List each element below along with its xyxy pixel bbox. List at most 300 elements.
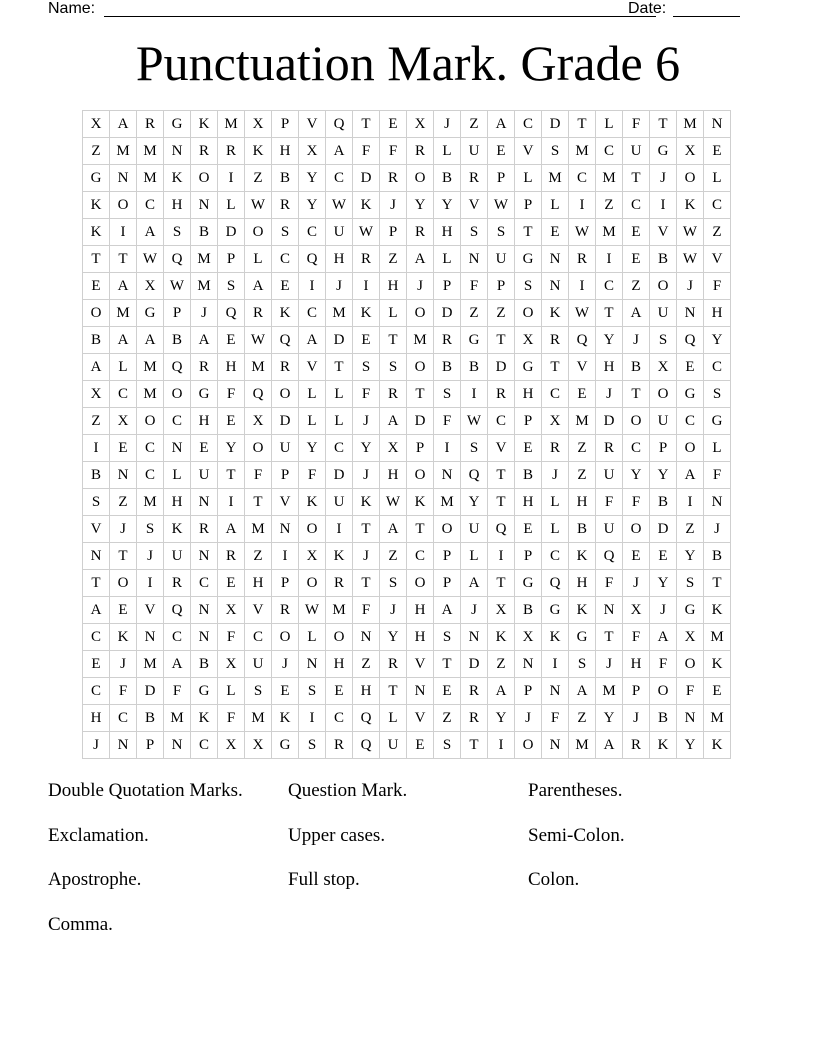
- grid-cell: D: [434, 300, 461, 327]
- grid-cell: A: [137, 327, 164, 354]
- grid-cell: G: [650, 138, 677, 165]
- grid-cell: L: [164, 462, 191, 489]
- grid-cell: M: [596, 678, 623, 705]
- grid-cell: D: [326, 462, 353, 489]
- grid-cell: Q: [353, 732, 380, 759]
- grid-cell: R: [164, 570, 191, 597]
- grid-cell: F: [461, 273, 488, 300]
- grid-cell: B: [704, 543, 731, 570]
- grid-cell: M: [245, 354, 272, 381]
- grid-cell: Q: [218, 300, 245, 327]
- grid-cell: U: [596, 462, 623, 489]
- grid-cell: F: [380, 138, 407, 165]
- grid-cell: J: [650, 165, 677, 192]
- grid-cell: A: [164, 651, 191, 678]
- grid-cell: A: [623, 300, 650, 327]
- grid-cell: J: [110, 516, 137, 543]
- grid-cell: E: [83, 651, 110, 678]
- grid-cell: X: [515, 624, 542, 651]
- grid-cell: A: [407, 246, 434, 273]
- grid-cell: D: [137, 678, 164, 705]
- grid-cell: E: [353, 327, 380, 354]
- grid-cell: I: [569, 192, 596, 219]
- grid-cell: K: [569, 543, 596, 570]
- grid-cell: Y: [677, 543, 704, 570]
- grid-row: [83, 165, 731, 192]
- grid-cell: T: [83, 246, 110, 273]
- grid-cell: C: [191, 732, 218, 759]
- grid-cell: C: [245, 624, 272, 651]
- grid-cell: X: [137, 273, 164, 300]
- grid-cell: K: [83, 192, 110, 219]
- grid-cell: P: [434, 570, 461, 597]
- grid-cell: D: [488, 354, 515, 381]
- grid-cell: L: [380, 705, 407, 732]
- grid-cell: A: [218, 516, 245, 543]
- grid-cell: Y: [299, 192, 326, 219]
- grid-cell: Q: [164, 597, 191, 624]
- grid-cell: C: [326, 165, 353, 192]
- grid-cell: S: [299, 732, 326, 759]
- grid-cell: U: [326, 489, 353, 516]
- grid-cell: X: [677, 138, 704, 165]
- grid-cell: Z: [704, 219, 731, 246]
- grid-cell: F: [218, 705, 245, 732]
- grid-cell: Z: [83, 138, 110, 165]
- grid-cell: E: [407, 732, 434, 759]
- grid-cell: P: [515, 192, 542, 219]
- grid-cell: P: [650, 435, 677, 462]
- grid-cell: M: [569, 408, 596, 435]
- grid-cell: S: [353, 354, 380, 381]
- word-list-item: Comma.: [48, 913, 113, 935]
- grid-cell: S: [488, 219, 515, 246]
- grid-cell: N: [677, 300, 704, 327]
- grid-cell: J: [542, 462, 569, 489]
- grid-cell: O: [434, 516, 461, 543]
- grid-cell: S: [434, 732, 461, 759]
- grid-cell: Q: [353, 705, 380, 732]
- grid-cell: T: [353, 570, 380, 597]
- grid-cell: A: [299, 327, 326, 354]
- grid-cell: Y: [461, 489, 488, 516]
- grid-cell: I: [218, 165, 245, 192]
- grid-cell: M: [596, 165, 623, 192]
- grid-cell: U: [650, 300, 677, 327]
- grid-cell: I: [677, 489, 704, 516]
- grid-cell: F: [110, 678, 137, 705]
- grid-cell: P: [434, 273, 461, 300]
- grid-cell: E: [488, 138, 515, 165]
- grid-cell: P: [137, 732, 164, 759]
- grid-cell: G: [272, 732, 299, 759]
- grid-cell: C: [83, 624, 110, 651]
- grid-cell: C: [299, 219, 326, 246]
- grid-cell: E: [218, 408, 245, 435]
- grid-cell: K: [704, 597, 731, 624]
- grid-cell: W: [299, 597, 326, 624]
- grid-cell: H: [380, 273, 407, 300]
- grid-cell: G: [461, 327, 488, 354]
- grid-cell: H: [407, 597, 434, 624]
- grid-cell: C: [110, 381, 137, 408]
- grid-cell: C: [704, 354, 731, 381]
- grid-cell: U: [164, 543, 191, 570]
- grid-cell: N: [191, 192, 218, 219]
- grid-cell: X: [83, 111, 110, 138]
- grid-cell: B: [191, 651, 218, 678]
- grid-cell: J: [515, 705, 542, 732]
- grid-cell: O: [245, 219, 272, 246]
- grid-cell: O: [83, 300, 110, 327]
- grid-cell: F: [434, 408, 461, 435]
- grid-cell: E: [218, 570, 245, 597]
- grid-cell: A: [488, 678, 515, 705]
- grid-cell: R: [596, 435, 623, 462]
- grid-cell: X: [677, 624, 704, 651]
- grid-cell: L: [434, 138, 461, 165]
- grid-cell: A: [461, 570, 488, 597]
- grid-cell: N: [542, 732, 569, 759]
- grid-cell: K: [191, 705, 218, 732]
- grid-cell: T: [407, 381, 434, 408]
- grid-cell: V: [299, 354, 326, 381]
- grid-cell: J: [623, 570, 650, 597]
- grid-cell: U: [461, 138, 488, 165]
- grid-cell: O: [326, 624, 353, 651]
- grid-cell: I: [461, 381, 488, 408]
- grid-cell: R: [461, 705, 488, 732]
- grid-cell: Q: [164, 354, 191, 381]
- grid-cell: M: [704, 624, 731, 651]
- grid-cell: V: [407, 705, 434, 732]
- grid-cell: D: [596, 408, 623, 435]
- grid-cell: T: [380, 327, 407, 354]
- grid-cell: Q: [164, 246, 191, 273]
- grid-cell: L: [704, 165, 731, 192]
- word-list-item: Exclamation.: [48, 824, 149, 846]
- grid-cell: J: [677, 273, 704, 300]
- grid-cell: Z: [83, 408, 110, 435]
- grid-cell: T: [542, 354, 569, 381]
- grid-cell: R: [326, 732, 353, 759]
- grid-cell: N: [191, 624, 218, 651]
- grid-cell: K: [542, 300, 569, 327]
- grid-cell: K: [191, 111, 218, 138]
- grid-cell: I: [650, 192, 677, 219]
- grid-row: [83, 435, 731, 462]
- grid-cell: I: [542, 651, 569, 678]
- grid-cell: J: [272, 651, 299, 678]
- grid-cell: L: [704, 435, 731, 462]
- grid-cell: M: [110, 138, 137, 165]
- grid-cell: G: [83, 165, 110, 192]
- grid-cell: J: [623, 327, 650, 354]
- grid-cell: N: [110, 165, 137, 192]
- grid-cell: T: [83, 570, 110, 597]
- grid-cell: F: [677, 678, 704, 705]
- grid-row: [83, 327, 731, 354]
- grid-cell: L: [515, 165, 542, 192]
- grid-cell: M: [245, 516, 272, 543]
- grid-cell: K: [272, 705, 299, 732]
- grid-cell: M: [191, 273, 218, 300]
- grid-cell: C: [110, 705, 137, 732]
- grid-cell: D: [461, 651, 488, 678]
- grid-cell: A: [326, 138, 353, 165]
- grid-cell: T: [380, 678, 407, 705]
- grid-cell: R: [218, 543, 245, 570]
- grid-cell: C: [596, 138, 623, 165]
- grid-cell: M: [569, 138, 596, 165]
- grid-cell: J: [650, 597, 677, 624]
- grid-cell: B: [164, 327, 191, 354]
- grid-cell: K: [650, 732, 677, 759]
- grid-cell: F: [245, 462, 272, 489]
- grid-cell: T: [488, 570, 515, 597]
- grid-cell: N: [515, 651, 542, 678]
- grid-cell: K: [677, 192, 704, 219]
- grid-cell: B: [434, 354, 461, 381]
- grid-cell: Y: [434, 192, 461, 219]
- grid-cell: M: [164, 705, 191, 732]
- grid-cell: Z: [380, 543, 407, 570]
- grid-row: [83, 732, 731, 759]
- grid-cell: H: [380, 462, 407, 489]
- grid-cell: J: [596, 381, 623, 408]
- grid-cell: Y: [677, 732, 704, 759]
- grid-cell: M: [137, 489, 164, 516]
- grid-cell: F: [650, 651, 677, 678]
- grid-cell: Q: [326, 111, 353, 138]
- grid-cell: L: [596, 111, 623, 138]
- grid-cell: O: [407, 354, 434, 381]
- grid-cell: R: [542, 435, 569, 462]
- grid-row: [83, 516, 731, 543]
- grid-cell: H: [164, 192, 191, 219]
- grid-cell: N: [272, 516, 299, 543]
- grid-cell: C: [569, 165, 596, 192]
- grid-cell: T: [623, 165, 650, 192]
- grid-cell: X: [650, 354, 677, 381]
- grid-cell: J: [434, 111, 461, 138]
- grid-cell: T: [110, 246, 137, 273]
- grid-cell: F: [704, 273, 731, 300]
- grid-cell: N: [434, 462, 461, 489]
- grid-cell: Z: [245, 543, 272, 570]
- grid-cell: Y: [596, 327, 623, 354]
- grid-cell: R: [380, 165, 407, 192]
- grid-cell: Q: [569, 327, 596, 354]
- grid-cell: I: [326, 516, 353, 543]
- grid-cell: F: [596, 489, 623, 516]
- grid-cell: P: [380, 219, 407, 246]
- grid-cell: T: [245, 489, 272, 516]
- grid-cell: Z: [110, 489, 137, 516]
- grid-cell: F: [623, 624, 650, 651]
- grid-cell: A: [380, 516, 407, 543]
- grid-cell: R: [488, 381, 515, 408]
- grid-cell: O: [110, 192, 137, 219]
- grid-cell: C: [407, 543, 434, 570]
- grid-cell: C: [83, 678, 110, 705]
- grid-cell: P: [515, 408, 542, 435]
- grid-row: [83, 462, 731, 489]
- grid-cell: T: [434, 651, 461, 678]
- grid-cell: H: [569, 489, 596, 516]
- grid-cell: S: [461, 435, 488, 462]
- grid-cell: R: [191, 516, 218, 543]
- grid-cell: O: [272, 381, 299, 408]
- grid-cell: M: [569, 732, 596, 759]
- grid-cell: F: [164, 678, 191, 705]
- word-list-item: Colon.: [528, 869, 580, 890]
- grid-cell: D: [542, 111, 569, 138]
- grid-cell: B: [650, 246, 677, 273]
- grid-cell: G: [191, 381, 218, 408]
- grid-cell: O: [677, 165, 704, 192]
- grid-cell: C: [488, 408, 515, 435]
- grid-cell: S: [299, 678, 326, 705]
- grid-cell: F: [218, 624, 245, 651]
- grid-cell: O: [650, 678, 677, 705]
- grid-cell: O: [110, 570, 137, 597]
- grid-cell: C: [137, 192, 164, 219]
- grid-cell: K: [353, 300, 380, 327]
- grid-cell: L: [380, 300, 407, 327]
- grid-cell: E: [677, 354, 704, 381]
- grid-cell: Z: [245, 165, 272, 192]
- grid-cell: T: [704, 570, 731, 597]
- grid-cell: M: [218, 111, 245, 138]
- grid-cell: Z: [488, 300, 515, 327]
- word-list-item: Full stop.: [288, 869, 360, 890]
- grid-cell: Y: [623, 462, 650, 489]
- grid-cell: U: [596, 516, 623, 543]
- grid-cell: V: [83, 516, 110, 543]
- grid-cell: S: [515, 273, 542, 300]
- grid-cell: X: [83, 381, 110, 408]
- grid-cell: S: [434, 624, 461, 651]
- grid-row: [83, 138, 731, 165]
- grid-cell: C: [326, 435, 353, 462]
- grid-cell: J: [353, 462, 380, 489]
- grid-cell: L: [110, 354, 137, 381]
- grid-cell: R: [326, 570, 353, 597]
- grid-cell: N: [704, 489, 731, 516]
- grid-cell: H: [326, 246, 353, 273]
- grid-cell: T: [353, 516, 380, 543]
- grid-cell: Y: [650, 462, 677, 489]
- grid-cell: O: [191, 165, 218, 192]
- grid-cell: O: [515, 300, 542, 327]
- grid-cell: M: [137, 651, 164, 678]
- grid-cell: W: [245, 327, 272, 354]
- grid-cell: F: [353, 597, 380, 624]
- grid-cell: K: [353, 192, 380, 219]
- grid-cell: Q: [272, 327, 299, 354]
- grid-cell: R: [272, 354, 299, 381]
- grid-cell: C: [515, 111, 542, 138]
- grid-cell: B: [650, 489, 677, 516]
- grid-cell: D: [218, 219, 245, 246]
- grid-row: [83, 273, 731, 300]
- grid-cell: B: [434, 165, 461, 192]
- grid-cell: I: [488, 732, 515, 759]
- grid-cell: T: [326, 354, 353, 381]
- grid-cell: R: [569, 246, 596, 273]
- grid-cell: I: [218, 489, 245, 516]
- grid-cell: R: [137, 111, 164, 138]
- grid-cell: Z: [461, 300, 488, 327]
- grid-cell: H: [218, 354, 245, 381]
- grid-cell: G: [515, 246, 542, 273]
- grid-cell: K: [83, 219, 110, 246]
- grid-cell: M: [137, 381, 164, 408]
- grid-cell: D: [326, 327, 353, 354]
- grid-cell: B: [461, 354, 488, 381]
- grid-cell: G: [137, 300, 164, 327]
- grid-cell: B: [569, 516, 596, 543]
- grid-row: [83, 192, 731, 219]
- grid-cell: Q: [245, 381, 272, 408]
- grid-cell: R: [623, 732, 650, 759]
- grid-cell: A: [83, 597, 110, 624]
- grid-cell: H: [434, 219, 461, 246]
- grid-cell: Y: [650, 570, 677, 597]
- grid-cell: X: [218, 732, 245, 759]
- grid-cell: H: [353, 678, 380, 705]
- grid-cell: U: [326, 219, 353, 246]
- grid-cell: I: [434, 435, 461, 462]
- grid-cell: J: [83, 732, 110, 759]
- grid-cell: T: [569, 111, 596, 138]
- grid-cell: Z: [353, 651, 380, 678]
- grid-cell: S: [164, 219, 191, 246]
- grid-cell: A: [83, 354, 110, 381]
- grid-cell: X: [218, 597, 245, 624]
- grid-cell: K: [299, 489, 326, 516]
- grid-cell: E: [110, 597, 137, 624]
- grid-cell: I: [83, 435, 110, 462]
- grid-cell: U: [380, 732, 407, 759]
- grid-cell: G: [164, 111, 191, 138]
- grid-cell: S: [650, 327, 677, 354]
- grid-cell: Z: [677, 516, 704, 543]
- grid-cell: K: [542, 624, 569, 651]
- grid-cell: E: [542, 219, 569, 246]
- grid-cell: E: [191, 435, 218, 462]
- grid-cell: M: [407, 327, 434, 354]
- grid-cell: S: [245, 678, 272, 705]
- grid-cell: B: [191, 219, 218, 246]
- grid-cell: F: [353, 381, 380, 408]
- grid-cell: H: [272, 138, 299, 165]
- grid-cell: P: [272, 111, 299, 138]
- word-search-grid: [82, 110, 731, 759]
- grid-cell: M: [326, 300, 353, 327]
- grid-cell: X: [407, 111, 434, 138]
- word-list-item: Semi-Colon.: [528, 824, 625, 846]
- grid-cell: C: [596, 273, 623, 300]
- grid-cell: N: [677, 705, 704, 732]
- grid-cell: I: [110, 219, 137, 246]
- grid-cell: Y: [488, 705, 515, 732]
- name-blank-line: [104, 16, 656, 17]
- grid-cell: F: [542, 705, 569, 732]
- grid-cell: Q: [461, 462, 488, 489]
- grid-cell: H: [407, 624, 434, 651]
